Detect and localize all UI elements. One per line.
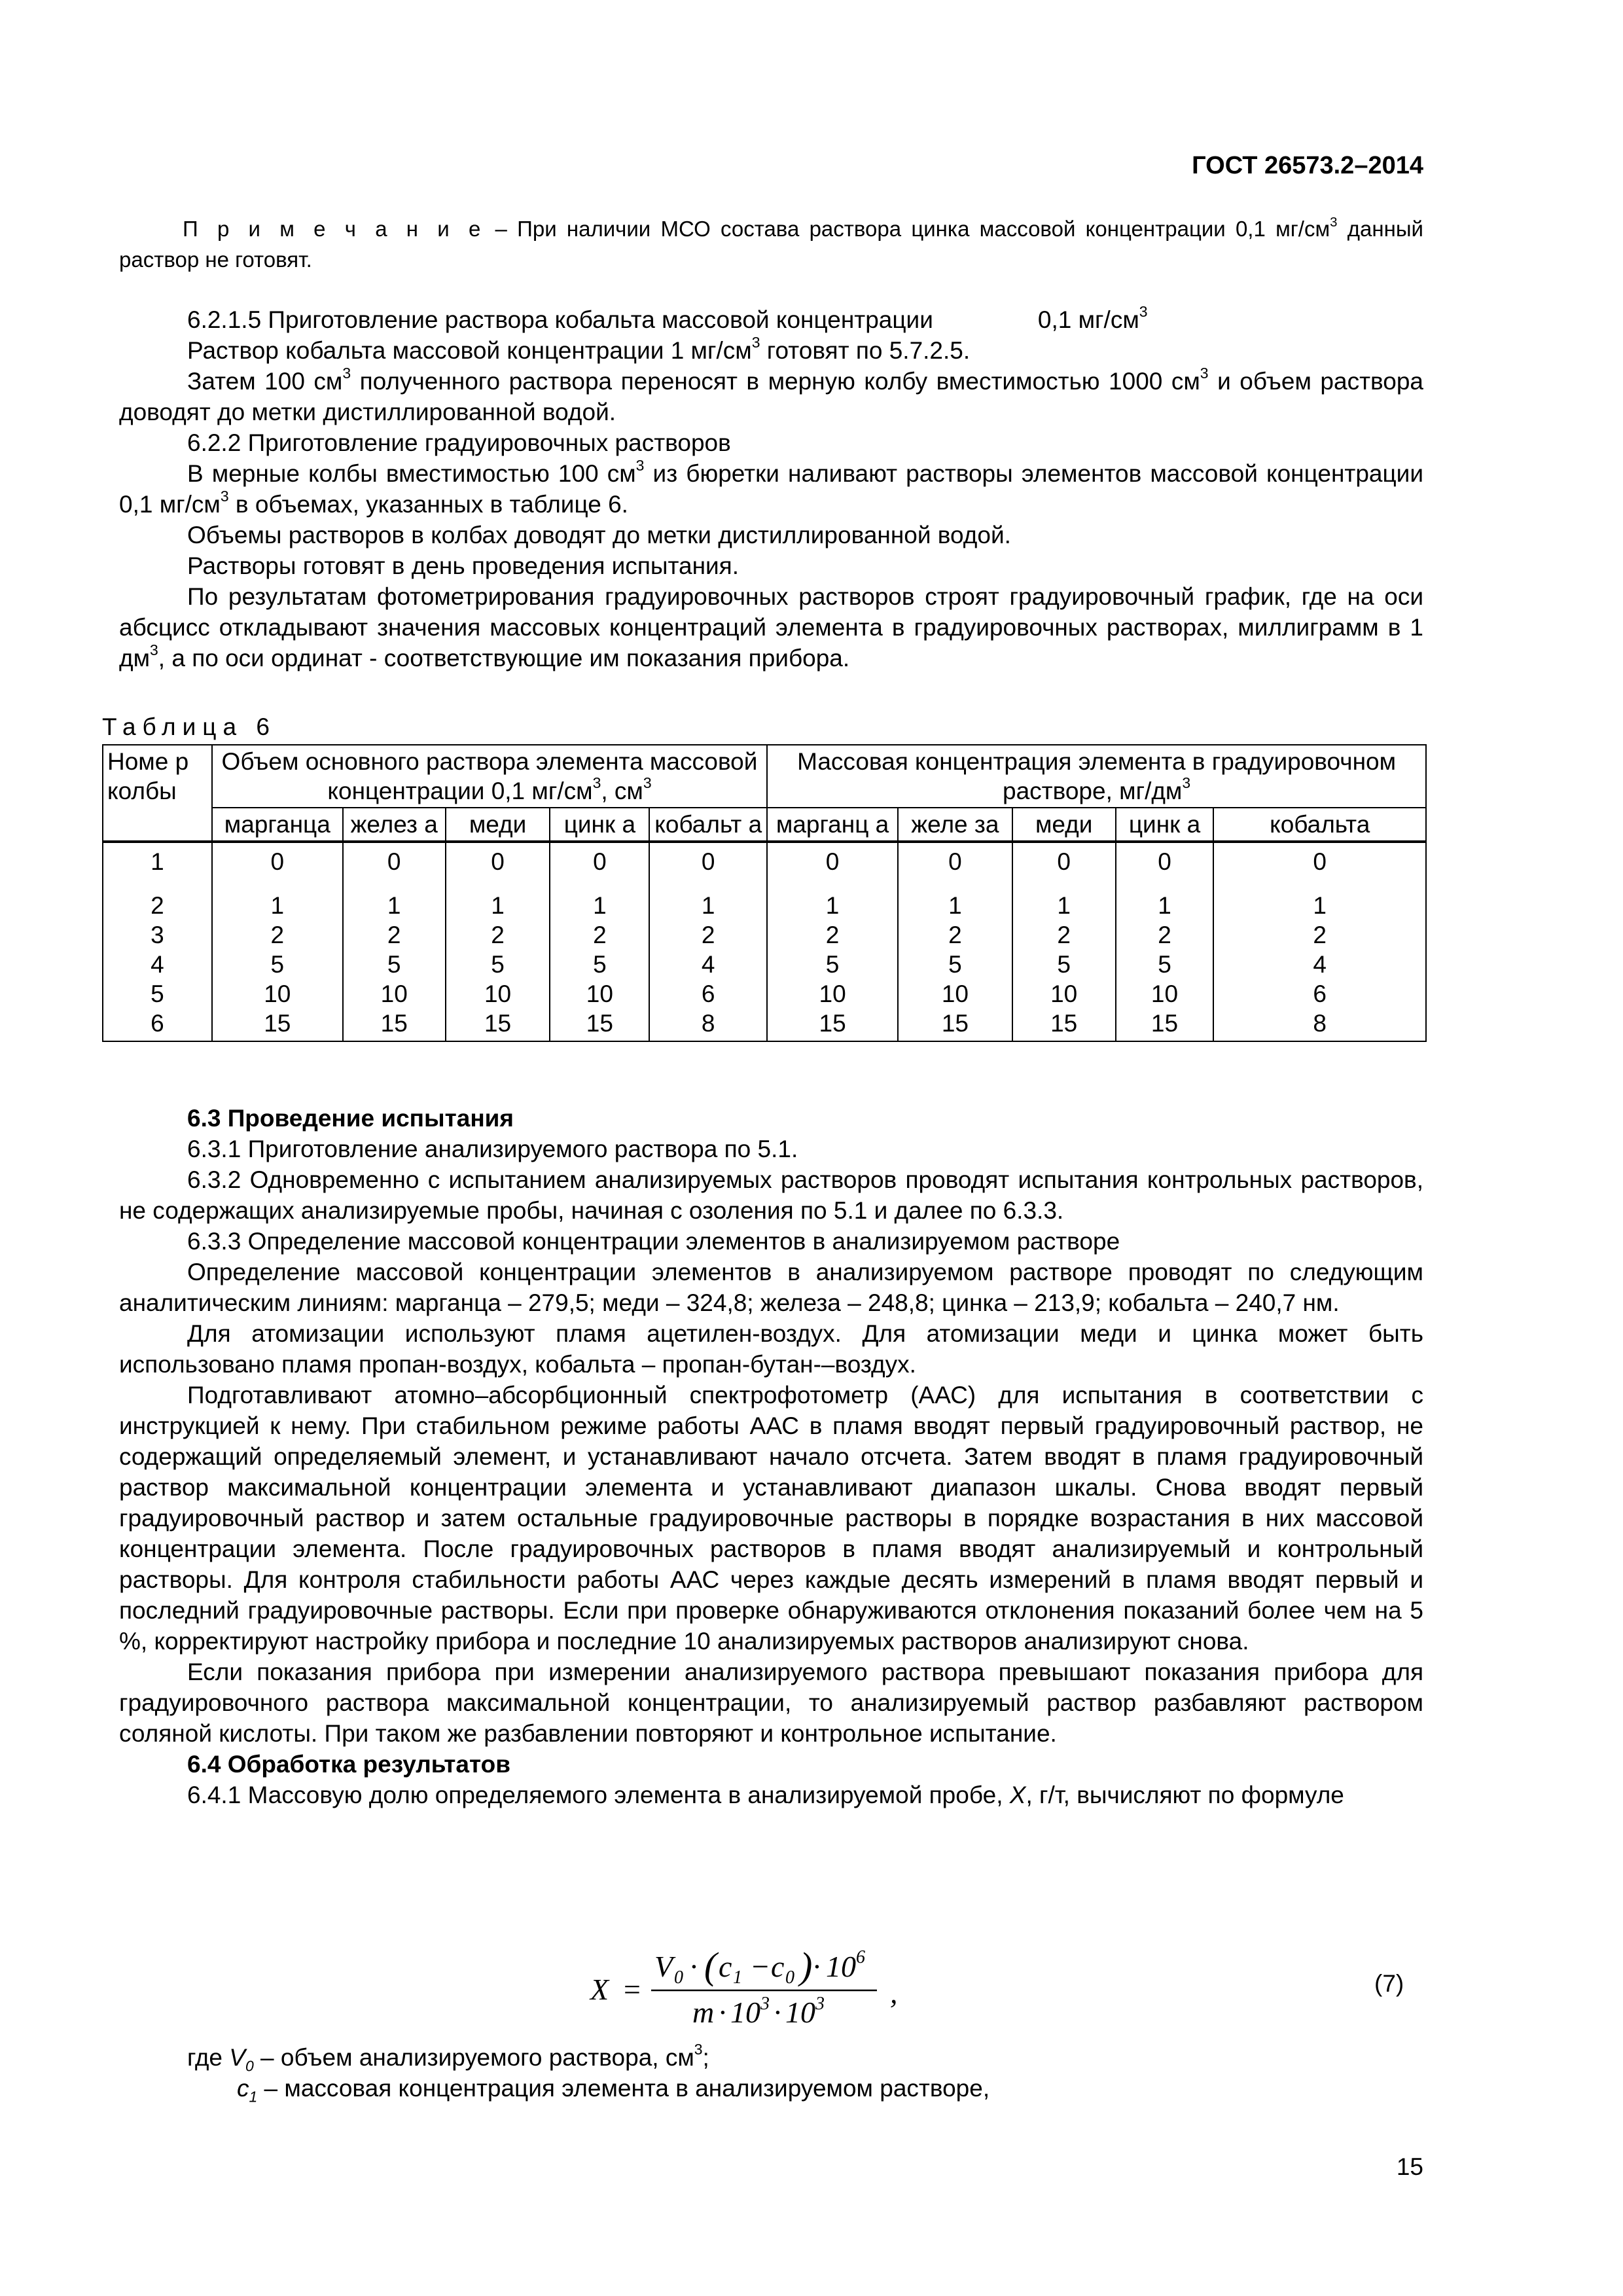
- table-cell: 6: [103, 1009, 212, 1041]
- table-cell: 15: [446, 1009, 550, 1041]
- legend-line: $c_1$ – массовая концентрация элемента в анализируемом растворе,: [237, 2075, 990, 2106]
- paragraph: Раствор кобальта массовой концентрации 1 $мг/см^3$ готовят по 5.7.2.5.: [187, 334, 971, 364]
- paragraph: 6.3.1 Приготовление анализируемого раствора по 5.1.: [187, 1136, 798, 1162]
- table-row: [103, 950, 1426, 979]
- table-header-cell: Массовая концентрация элемента в градуировочном растворе, $мг/дм^3$: [767, 745, 1426, 808]
- table-cell: 5: [446, 950, 550, 979]
- table-cell: 0: [212, 842, 343, 891]
- formula-c1-sub: 1: [733, 1967, 742, 1988]
- table-cell: 0: [1213, 842, 1426, 891]
- table-cell: 6: [1213, 979, 1426, 1009]
- table-cell: 5: [103, 979, 212, 1009]
- paragraph: Растворы готовят в день проведения испытания.: [187, 552, 739, 579]
- table-cell: 2: [550, 920, 649, 950]
- formula-ten: 10: [826, 1950, 856, 1983]
- formula-7: [582, 1947, 949, 2032]
- table-cell: 4: [649, 950, 767, 979]
- table-cell: 10: [550, 979, 649, 1009]
- table-cell: 5: [767, 950, 898, 979]
- formula-c1: c: [719, 1950, 732, 1983]
- table-header-cell: кобальт а: [649, 808, 767, 842]
- paragraph: Если показания прибора при измерении анализируемого раствора превышают показания прибора для градуировочного раствора максимальной концентрации, то анализируемый раствор разбавляют раствором соляной кислоты. При таком же разбавлении повторяют и контрольное испытание.: [119, 1659, 1423, 1747]
- table-cell: 0: [767, 842, 898, 891]
- table-cell: 4: [103, 950, 212, 979]
- formula-lhs: X: [590, 1973, 609, 2006]
- formula-paren-open: (: [704, 1947, 717, 1987]
- table-cell: 2: [446, 920, 550, 950]
- paragraph: Объемы растворов в колбах доводят до метки дистиллированной водой.: [187, 522, 1011, 548]
- formula-ten: 10: [730, 1996, 760, 2029]
- table-cell: 1: [1012, 891, 1116, 920]
- equation-number: (7): [1374, 1970, 1404, 1997]
- table-cell: 15: [767, 1009, 898, 1041]
- table-cell: 15: [898, 1009, 1012, 1041]
- table-cell: 2: [343, 920, 446, 950]
- formula-minus: −: [750, 1950, 771, 1983]
- table-cell: 15: [343, 1009, 446, 1041]
- table-cell: 10: [898, 979, 1012, 1009]
- table-header-cell: Номе р колбы: [103, 745, 212, 842]
- paragraph: Подготавливают атомно–абсорбционный спектрофотометр (ААС) для испытания в соответствии с инструкцией к нему. При стабильном режиме работы ААС в пламя вводят первый градуировочный раствор, не содержащий определяемый элемент, и устанавливают начало отсчета. Затем вводят в пламя градуировочный раствор максимальной концентрации элемента и устанавливают диапазон шкалы. Снова вводят первый градуировочный раствор и затем остальные градуировочные растворы в порядке возрастания в них массовой концентрации элемента. После градуировочных растворов в пламя вводят анализируемый и контрольный растворы. Для контроля стабильности работы ААС через каждые десять измерений в пламя вводят первый и последний градуировочные растворы. Если при проверке обнаруживаются отклонения показаний более чем на 5 %, корректируют настройку прибора и последние 10 анализируемых растворов анализируют снова.: [119, 1382, 1423, 1655]
- table-header-cell: желе за: [898, 808, 1012, 842]
- table-row: [103, 891, 1426, 920]
- table-subheader-row: [103, 808, 1426, 842]
- paragraph: По результатам фотометрирования градуировочных растворов строят градуировочный график, где на оси абсцисс откладывают значения массовых концентраций элемента в градуировочных растворах, миллиграмм в 1 $дм^3$, а по оси ординат - соответствующие им показания прибора.: [119, 583, 1423, 672]
- table-cell: 8: [1213, 1009, 1426, 1041]
- table-cell: 15: [550, 1009, 649, 1041]
- table-cell: 2: [103, 891, 212, 920]
- table-cell: 10: [1116, 979, 1214, 1009]
- formula-dot: ·: [774, 1996, 781, 2029]
- formula-v: V: [654, 1950, 673, 1983]
- formula-exp3: 3: [760, 1994, 770, 2014]
- table-cell: 1: [1213, 891, 1426, 920]
- table-cell: 10: [767, 979, 898, 1009]
- note-text: – При наличии МСО состава раствора цинка массовой концентрации 0,1 мг/см: [485, 217, 1330, 241]
- table-header-row: [103, 745, 1426, 808]
- table-cell: 1: [103, 842, 212, 891]
- table-cell: 1: [649, 891, 767, 920]
- table-cell: 8: [649, 1009, 767, 1041]
- table-row: [103, 842, 1426, 891]
- table-cell: 10: [212, 979, 343, 1009]
- section-6-4-title: 6.4 Обработка результатов: [187, 1751, 510, 1778]
- formula-dot: ·: [690, 1950, 698, 1983]
- formula-exp3: 3: [815, 1994, 825, 2014]
- table-cell: 10: [446, 979, 550, 1009]
- formula-c0-sub: 0: [785, 1967, 794, 1988]
- table-row: [103, 1009, 1426, 1041]
- table-row: [103, 979, 1426, 1009]
- formula-v-sub: 0: [674, 1967, 683, 1988]
- table-cell: 0: [550, 842, 649, 891]
- formula-comma: ,: [890, 1976, 898, 2009]
- legend-line: где $V_0$ – объем анализируемого раствора, $см^3$;: [187, 2041, 709, 2075]
- note-paragraph: П р и м е ч а н и е – При наличии МСО состава раствора цинка массовой концентрации 0,1 $мг/см^3$ данный раствор не готовят.: [119, 214, 1423, 272]
- table-cell: 5: [550, 950, 649, 979]
- table-cell: 1: [446, 891, 550, 920]
- table-header-cell: Объем основного раствора элемента массовой концентрации 0,1 $мг/см^3$, $см^3$: [212, 745, 767, 808]
- table-cell: 1: [1116, 891, 1214, 920]
- formula-exp6: 6: [856, 1947, 865, 1967]
- section-6-3-title: 6.3 Проведение испытания: [187, 1105, 514, 1132]
- table-header-cell: цинк а: [550, 808, 649, 842]
- table-cell: 5: [343, 950, 446, 979]
- section-6-2: [119, 304, 1423, 673]
- table-cell: 2: [649, 920, 767, 950]
- table-cell: 5: [212, 950, 343, 979]
- table-cell: 2: [212, 920, 343, 950]
- formula-c0: c: [771, 1950, 785, 1983]
- table-cell: 1: [898, 891, 1012, 920]
- table-cell: 1: [212, 891, 343, 920]
- table-cell: 2: [767, 920, 898, 950]
- document-code-header: ГОСТ 26573.2–2014: [1192, 152, 1423, 179]
- table-cell: 1: [550, 891, 649, 920]
- note-label: П р и м е ч а н и е: [183, 217, 486, 241]
- table-cell: 10: [343, 979, 446, 1009]
- section-6-3-and-6-4: [119, 1103, 1423, 1810]
- table-cell: 2: [1012, 920, 1116, 950]
- paragraph: 6.4.1 Массовую долю определяемого элемента в анализируемой пробе, X, г/т, вычисляют по формуле: [187, 1782, 1344, 1808]
- formula-paren-close: ): [800, 1947, 813, 1987]
- table-header-cell: цинк а: [1116, 808, 1214, 842]
- table-header-cell: марганц а: [767, 808, 898, 842]
- table-header-cell: меди: [446, 808, 550, 842]
- formula-m: m: [692, 1996, 715, 2029]
- table-cell: 1: [767, 891, 898, 920]
- table-cell: 2: [1116, 920, 1214, 950]
- paragraph: 6.3.3 Определение массовой концентрации элементов в анализируемом растворе: [187, 1228, 1120, 1255]
- table-cell: 5: [1116, 950, 1214, 979]
- page-number: 15: [1396, 2153, 1423, 2180]
- table-cell: 15: [212, 1009, 343, 1041]
- table-cell: 4: [1213, 950, 1426, 979]
- formula-legend: [119, 2042, 1423, 2104]
- section-6-2-1-5-title: 6.2.1.5 Приготовление раствора кобальта массовой концентрации 0,1 $мг/см^3$: [187, 303, 1148, 333]
- table-header-cell: марганца: [212, 808, 343, 842]
- paragraph: Определение массовой концентрации элементов в анализируемом растворе проводят по следующим аналитическим линиям: марганца – 279,5; меди – 324,8; железа – 248,8; цинка – 213,9; кобальта – 240,7 нм.: [119, 1259, 1423, 1316]
- table-caption: Таблица 6: [102, 713, 276, 740]
- formula-dot: ·: [813, 1950, 821, 1983]
- table-cell: 0: [649, 842, 767, 891]
- paragraph: Затем 100 $см^3$ полученного раствора переносят в мерную колбу вместимостью 1000 $см^3$ и объем раствора доводят до метки дистиллированной водой.: [119, 365, 1423, 425]
- table-cell: 1: [343, 891, 446, 920]
- paragraph: Для атомизации используют пламя ацетилен-воздух. Для атомизации меди и цинка может быть использовано пламя пропан-воздух, кобальта – пропан-бутан-–воздух.: [119, 1320, 1423, 1378]
- table-cell: 5: [898, 950, 1012, 979]
- table-header-cell: кобальта: [1213, 808, 1426, 842]
- table-row: [103, 920, 1426, 950]
- table-cell: 15: [1116, 1009, 1214, 1041]
- table-header-cell: меди: [1012, 808, 1116, 842]
- formula-equals: =: [622, 1973, 643, 2006]
- table-6: [102, 744, 1427, 1042]
- formula-ten: 10: [785, 1996, 815, 2029]
- table-cell: 5: [1012, 950, 1116, 979]
- section-6-2-2-title: 6.2.2 Приготовление градуировочных растворов: [187, 429, 731, 456]
- table-cell: 0: [1116, 842, 1214, 891]
- table-cell: 0: [446, 842, 550, 891]
- table-cell: 10: [1012, 979, 1116, 1009]
- paragraph: В мерные колбы вместимостью 100 $см^3$ из бюретки наливают растворы элементов массовой концентрации 0,1 $мг/см^3$ в объемах, указанных в таблице 6.: [119, 457, 1424, 518]
- table-cell: 6: [649, 979, 767, 1009]
- formula-dot: ·: [719, 1996, 726, 2029]
- table-cell: 0: [343, 842, 446, 891]
- table-cell: 15: [1012, 1009, 1116, 1041]
- table-cell: 3: [103, 920, 212, 950]
- table-cell: 0: [898, 842, 1012, 891]
- paragraph: 6.3.2 Одновременно с испытанием анализируемых растворов проводят испытания контрольных растворов, не содержащих анализируемые пробы, начиная с озоления по 5.1 и далее по 6.3.3.: [119, 1166, 1423, 1224]
- table-cell: 2: [898, 920, 1012, 950]
- table-cell: 2: [1213, 920, 1426, 950]
- table-header-cell: желез а: [343, 808, 446, 842]
- table-cell: 0: [1012, 842, 1116, 891]
